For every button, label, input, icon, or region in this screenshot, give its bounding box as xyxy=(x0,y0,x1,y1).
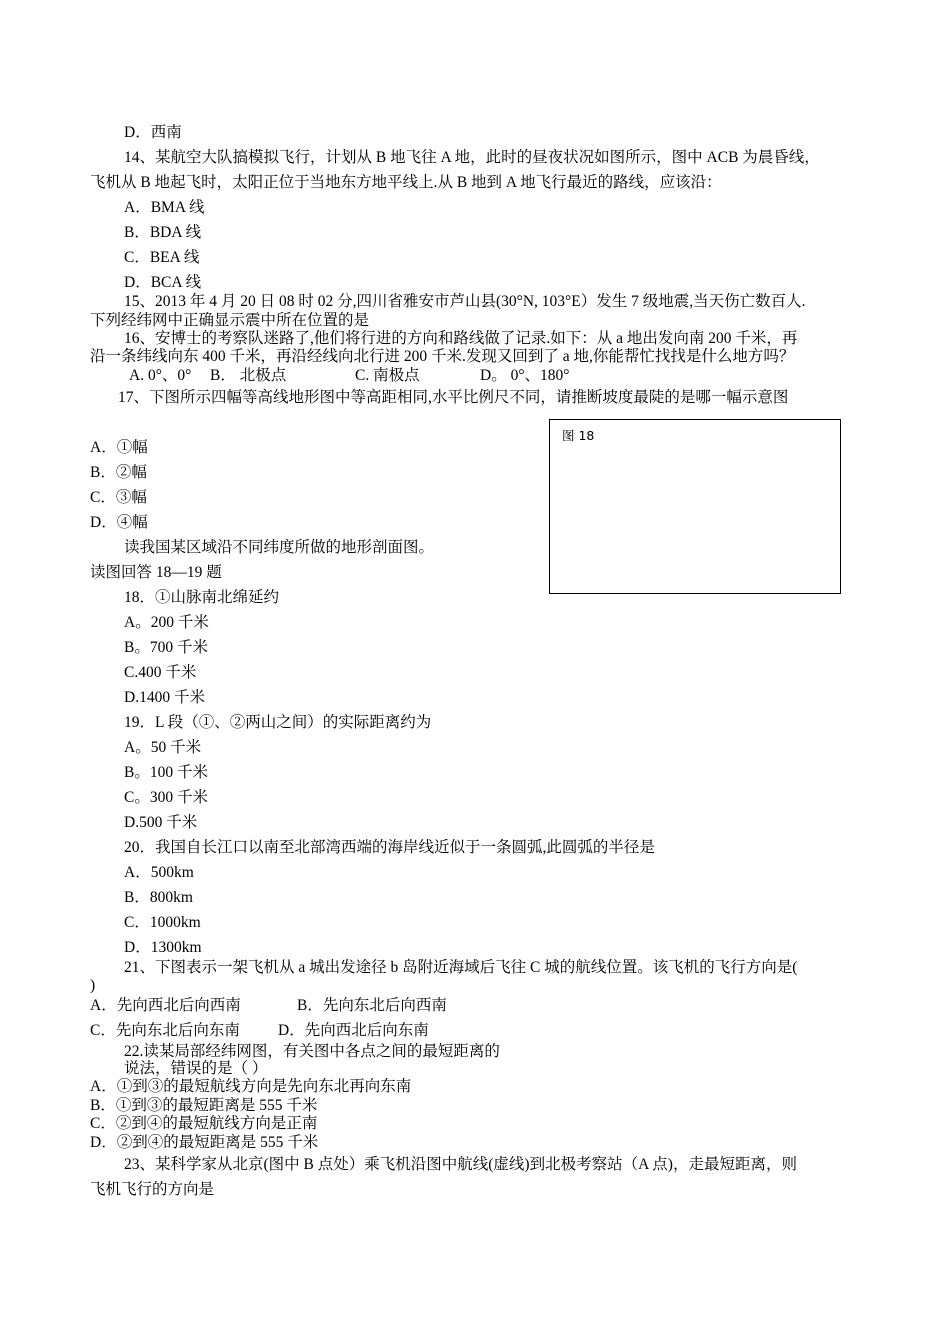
q18-option-d: D.1400 千米 xyxy=(124,689,205,706)
q16-stem-line1: 16、安博士的考察队迷路了,他们将行进的方向和路线做了记录.如下：从 a 地出发向南 200 千米，再 xyxy=(124,330,798,347)
q19-option-a: A。50 千米 xyxy=(124,739,202,756)
q17-option-a: A．①幅 xyxy=(90,439,148,456)
q21-stem-line2: ) xyxy=(90,977,96,994)
q16-option-b: B． 北极点 xyxy=(210,367,287,384)
intro-18-line2: 读图回答 18—19 题 xyxy=(90,564,222,581)
q17-stem: 17、下图所示四幅等高线地形图中等高距相同,水平比例尺不同，请推断坡度最陡的是哪一幅示意图 xyxy=(118,389,789,406)
q19-option-b: B。100 千米 xyxy=(124,764,208,781)
q16-option-a: A. 0°、0° xyxy=(129,367,192,384)
q15-stem-line1: 15、2013 年 4 月 20 日 08 时 02 分,四川省雅安市芦山县(30°N, 103°E）发生 7 级地震,当天伤亡数百人. xyxy=(124,293,806,310)
q16-stem-line2: 沿一条纬线向东 400 千米，再沿经线向北行进 200 千米.发现又回到了 a 地,你能帮忙找找是什么地方吗？ xyxy=(90,348,795,365)
q15-stem-line2: 下列经纬网中正确显示震中所在位置的是 xyxy=(90,312,370,329)
q23-stem-line1: 23、某科学家从北京(图中 B 点处）乘飞机沿图中航线(虚线)到北极考察站（A 点)，走最短距离，则 xyxy=(124,1156,797,1173)
q22-option-d: D．②到④的最短距离是 555 千米 xyxy=(90,1134,319,1151)
q14-option-d: D．BCA 线 xyxy=(124,274,202,291)
q18-option-b: B。700 千米 xyxy=(124,639,208,656)
q19-option-c: C。300 千米 xyxy=(124,789,208,806)
q16-option-c: C. 南极点 xyxy=(355,367,420,384)
q20-stem: 20．我国自长江口以南至北部湾西端的海岸线近似于一条圆弧,此圆弧的半径是 xyxy=(124,839,655,856)
q18-stem: 18．①山脉南北绵延约 xyxy=(124,589,280,606)
q21-option-a: A．先向西北后向西南 xyxy=(90,997,241,1014)
q13-option-d: D．西南 xyxy=(124,124,182,141)
q18-option-a: A。200 千米 xyxy=(124,614,209,631)
q18-option-c: C.400 千米 xyxy=(124,664,197,681)
q19-option-d: D.500 千米 xyxy=(124,814,198,831)
q21-option-d: D．先向西北后向东南 xyxy=(278,1022,429,1039)
q21-option-b: B．先向东北后向西南 xyxy=(297,997,447,1014)
q22-option-a: A．①到③的最短航线方向是先向东北再向东南 xyxy=(90,1078,412,1095)
q17-option-b: B．②幅 xyxy=(90,464,147,481)
q14-stem-line1: 14、某航空大队搞模拟飞行，计划从 B 地飞往 A 地，此时的昼夜状况如图所示，图中 ACB 为晨昏线， xyxy=(124,149,820,166)
intro-18-line1: 读我国某区域沿不同纬度所做的地形剖面图。 xyxy=(124,539,435,556)
q14-option-c: C．BEA 线 xyxy=(124,249,200,266)
q20-option-c: C．1000km xyxy=(124,914,201,931)
q16-option-d: D。 0°、180° xyxy=(480,367,570,384)
q22-stem-line1: 22.读某局部经纬网图，有关图中各点之间的最短距离的 xyxy=(124,1043,500,1060)
figure-18-box xyxy=(549,419,841,594)
q23-stem-line2: 飞机飞行的方向是 xyxy=(90,1181,215,1198)
q14-option-a: A．BMA 线 xyxy=(124,199,205,216)
q22-stem-line2: 说法，错误的是（ ） xyxy=(124,1060,268,1077)
q19-stem: 19．L 段（①、②两山之间）的实际距离约为 xyxy=(124,714,432,731)
figure-18-label: 图 18 xyxy=(562,428,595,443)
q22-option-b: B．①到③的最短距离是 555 千米 xyxy=(90,1097,318,1114)
q21-stem-line1: 21、下图表示一架飞机从 a 城出发途径 b 岛附近海域后飞往 C 城的航线位置。该飞机的飞行方向是( xyxy=(124,959,798,976)
q14-option-b: B．BDA 线 xyxy=(124,224,202,241)
q21-option-c: C．先向东北后向东南 xyxy=(90,1022,240,1039)
q17-option-c: C．③幅 xyxy=(90,489,147,506)
q22-option-c: C．②到④的最短航线方向是正南 xyxy=(90,1115,318,1132)
q20-option-d: D．1300km xyxy=(124,939,202,956)
q20-option-a: A．500km xyxy=(124,864,194,881)
q20-option-b: B．800km xyxy=(124,889,193,906)
q14-stem-line2: 飞机从 B 地起飞时，太阳正位于当地东方地平线上.从 B 地到 A 地飞行最近的路线，应该沿： xyxy=(90,174,722,191)
q17-option-d: D．④幅 xyxy=(90,514,148,531)
